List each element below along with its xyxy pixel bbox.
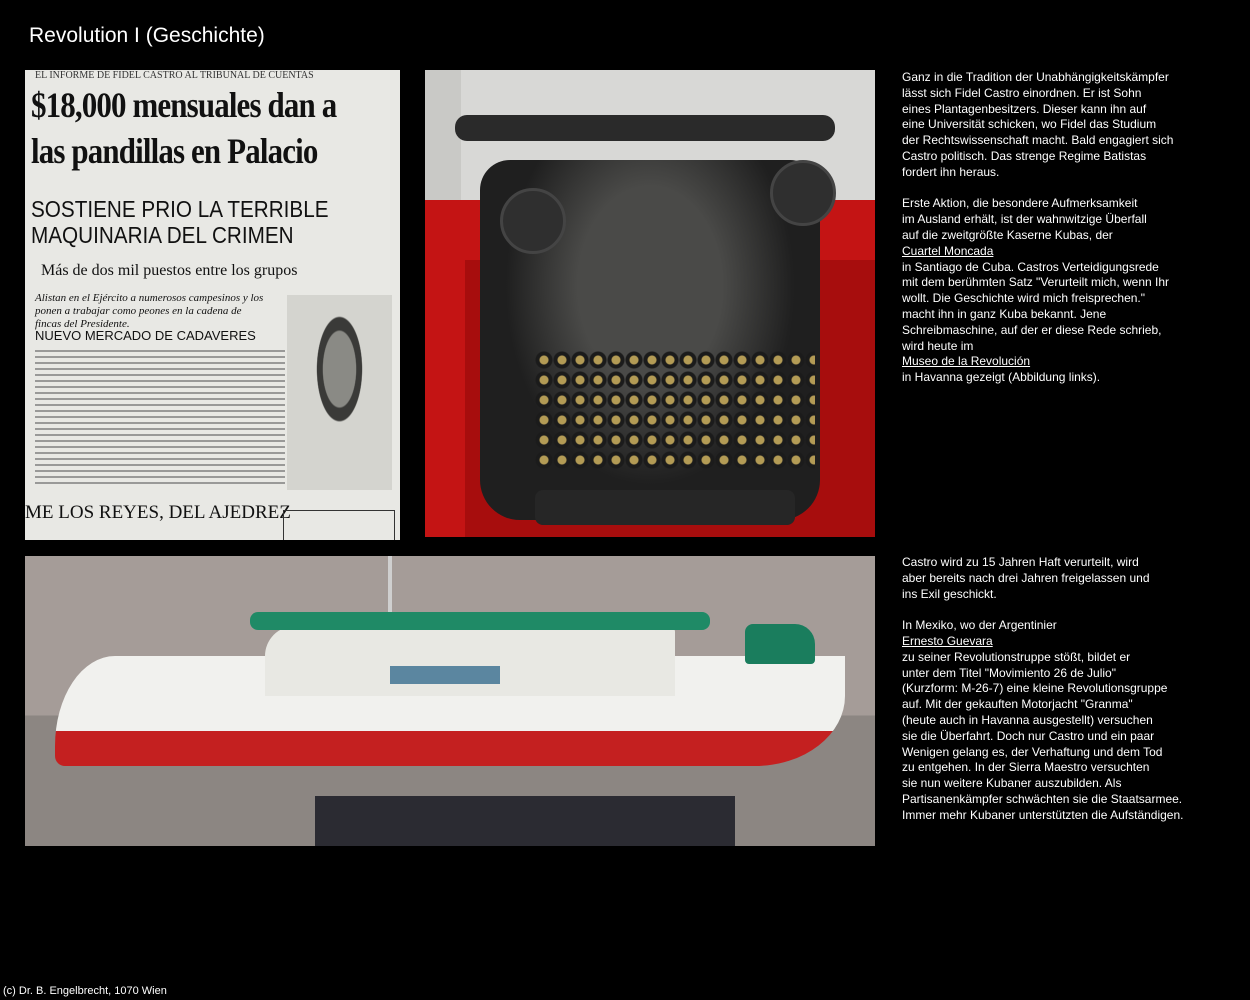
text-line: in Havanna gezeigt (Abbildung links). [902,370,1101,385]
typewriter-base [535,490,795,525]
text-line: Partisanenkämpfer schwächten sie die Staatsarmee. [902,791,1183,806]
text-line: (heute auch in Havanna ausgestellt) versuchen [902,712,1153,727]
text-line: eine Universität schicken, wo Fidel das Studium [902,117,1157,132]
text-line: aber bereits nach drei Jahren freigelassen und [902,570,1150,585]
typewriter-spool-left [500,188,566,254]
text-line: wollt. Die Geschichte wird mich freisprechen." [902,291,1146,306]
newspaper-italic-lede: Alistan en el Ejército a numerosos campesinos y los ponen a trabajar como peones en la cadena de fincas del Presidente. [35,292,264,330]
text-line: mit dem berühmten Satz "Verurteilt mich, wenn Ihr [902,275,1170,290]
copyright-footer: (c) Dr. B. Engelbrecht, 1070 Wien [3,985,167,997]
newspaper-section-head: NUEVO MERCADO DE CADAVERES [35,328,256,343]
text-line: zu entgehen. In der Sierra Maestro versuchten [902,760,1150,775]
newspaper-clipping-photo [25,70,400,540]
text-line: zu seiner Revolutionstruppe stößt, bildet er [902,649,1131,664]
newspaper-body-text [35,348,285,488]
text-line: in Santiago de Cuba. Castros Verteidigungsrede [902,259,1159,274]
newspaper-headline-2: las pandillas en Palacio [31,131,318,171]
newspaper-subhead-2: MAQUINARIA DEL CRIMEN [31,222,294,248]
text-line: Castro politisch. Das strenge Regime Batistas [902,148,1147,163]
text-line: Castro wird zu 15 Jahren Haft verurteilt, wird [902,555,1139,569]
text-line: fordert ihn heraus. [902,164,1000,179]
paragraph-gap [902,602,1232,618]
boat-window [390,666,500,684]
boat-cabin [265,626,675,696]
newspaper-headline-1: $18,000 mensuales dan a [31,85,337,125]
text-block-castro-moncada [902,70,1232,386]
text-line: sie die Überfahrt. Doch nur Castro und ein paar [902,728,1155,743]
typewriter-keys [535,350,815,470]
text-line: wird heute im [902,338,974,353]
link-cuartel-moncada[interactable]: Cuartel Moncada [902,243,994,258]
link-museo-de-la-revolucion[interactable]: Museo de la Revolución [902,354,1031,369]
granma-yacht-model-photo [25,556,875,846]
text-line: unter dem Titel "Movimiento 26 de Julio" [902,665,1116,680]
text-line: Schreibmaschine, auf der er diese Rede schrieb, [902,322,1162,337]
text-line: ins Exil geschickt. [902,586,997,601]
newspaper-portrait [287,295,392,490]
text-line: (Kurzform: M-26-7) eine kleine Revolutionsgruppe [902,681,1168,696]
boat-outboard [745,624,815,664]
boat-roof [250,612,710,630]
typewriter-spool-right [770,160,836,226]
boat-display-stand [315,796,735,846]
paragraph-gap [902,181,1232,197]
text-line: eines Plantagenbesitzers. Dieser kann ihn auf [902,101,1147,116]
text-line: Immer mehr Kubaner unterstützten die Aufständigen. [902,807,1184,822]
text-line: lässt sich Fidel Castro einordnen. Er ist Sohn [902,85,1142,100]
newspaper-kicker: EL INFORME DE FIDEL CASTRO AL TRIBUNAL DE CUENTAS [35,70,314,81]
page-title: Revolution I (Geschichte) [29,24,265,47]
text-line: macht ihn in ganz Kuba bekannt. Jene [902,306,1107,321]
text-line: der Rechtswissenschaft macht. Bald engagiert sich [902,133,1174,148]
newspaper-inset-box [283,510,395,540]
text-line: im Ausland erhält, ist der wahnwitzige Überfall [902,212,1147,227]
text-line: Wenigen gelang es, der Verhaftung und dem Tod [902,744,1163,759]
typewriter-photo [425,70,875,537]
text-line: sie nun weitere Kubaner auszubilden. Als [902,776,1122,791]
text-block-exile-granma [902,555,1232,824]
text-line: In Mexiko, wo der Argentinier [902,618,1057,633]
link-ernesto-guevara[interactable]: Ernesto Guevara [902,633,993,648]
newspaper-bottom-headline: ME LOS REYES, DEL AJEDREZ [25,502,291,523]
text-line: auf die zweitgrößte Kaserne Kubas, der [902,227,1113,242]
newspaper-deck: Más de dos mil puestos entre los grupos [41,262,298,279]
text-line: auf. Mit der gekauften Motorjacht "Granma" [902,697,1133,712]
typewriter-roller [455,115,835,141]
text-line: Erste Aktion, die besondere Aufmerksamkeit [902,196,1138,211]
text-line: Ganz in die Tradition der Unabhängigkeitskämpfer [902,70,1169,84]
newspaper-subhead-1: SOSTIENE PRIO LA TERRIBLE [31,196,329,222]
